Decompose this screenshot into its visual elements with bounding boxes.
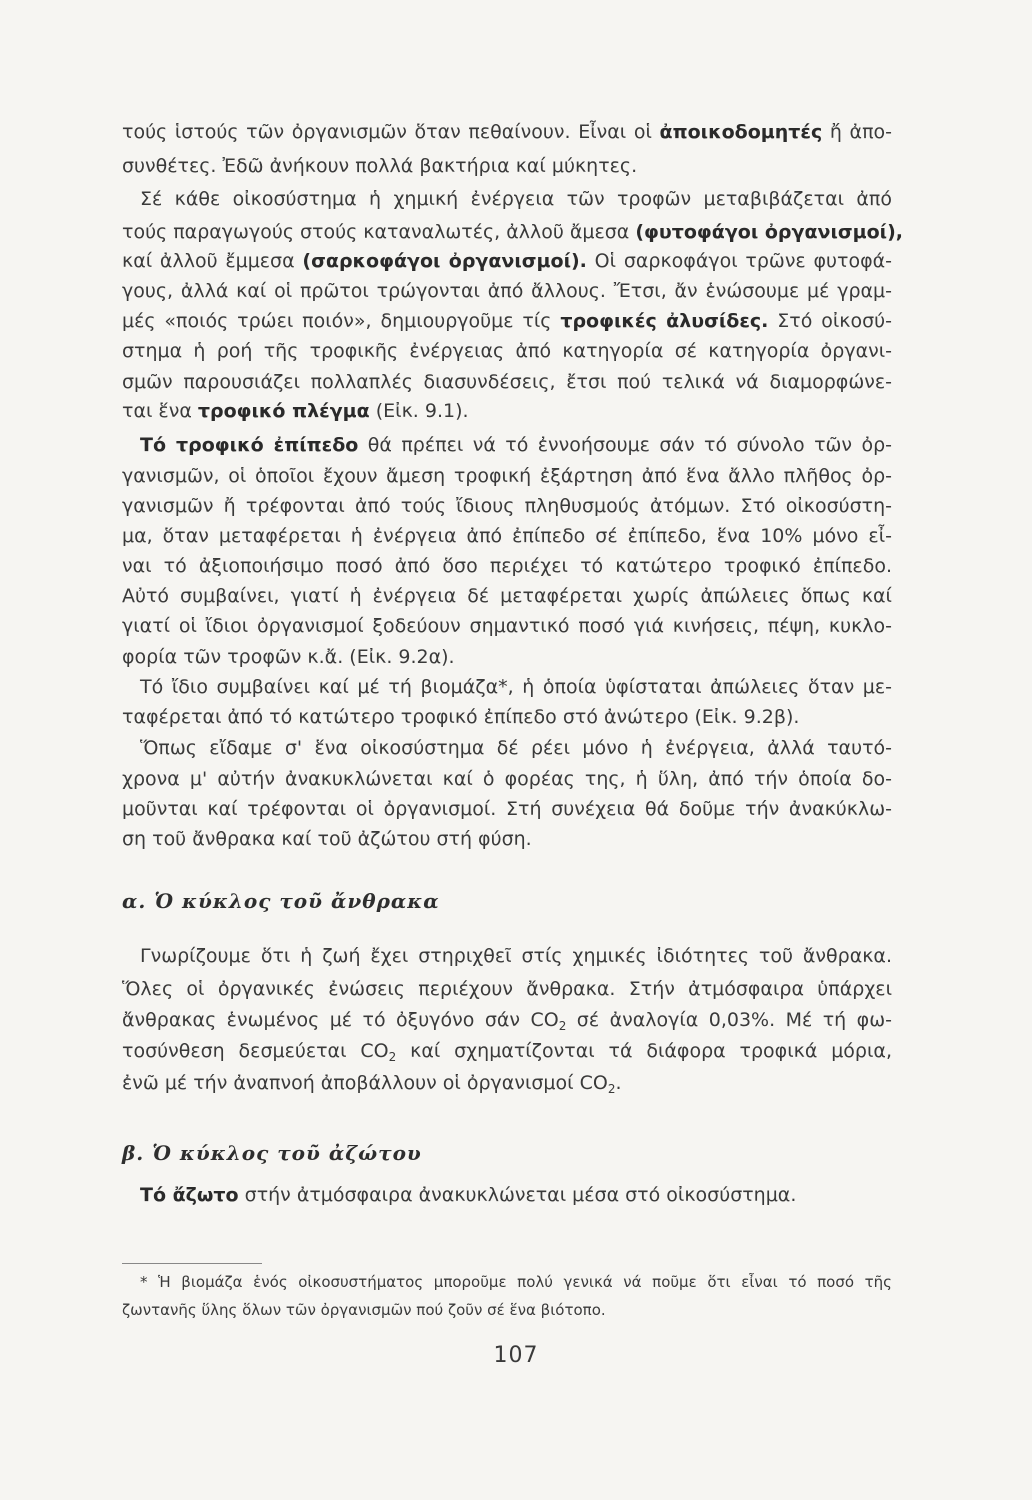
lines-line <box>122 551 892 581</box>
lines-line <box>140 672 892 702</box>
text-segment: ἄνθρακας ἑνωμένος μέ τό ὀξυγόνο σάν CO <box>122 1009 559 1031</box>
lines-line <box>122 217 903 247</box>
carbon_lines-line <box>122 1036 892 1066</box>
nitrogen-text-rest: στήν ἀτμόσφαιρα ἀνακυκλώνεται μέσα στό οἰκοσύστημα. <box>238 1184 797 1206</box>
lines-line <box>122 611 892 641</box>
text-segment: ται ἕνα <box>122 400 198 422</box>
bold-term: τροφικές ἀλυσίδες. <box>560 310 769 332</box>
text-segment: συνθέτες. Ἐδῶ ἀνήκουν πολλά βακτήρια καί μύκητες. <box>122 155 638 177</box>
footnote-line-2: ζωντανῆς ὕλης ὅλων τῶν ὀργανισμῶν πού ζοῦν σέ ἕνα βιότοπο. <box>122 1301 606 1319</box>
lines-line <box>140 733 892 763</box>
heading-nitrogen-cycle: β. Ὁ κύκλος τοῦ ἀζώτου <box>122 1141 422 1165</box>
lines-line <box>122 151 892 181</box>
text-segment: ἐνῶ μέ τήν ἀναπνοή ἀποβάλλουν οἱ ὀργανισμοί CO <box>122 1072 608 1094</box>
carbon_lines-line <box>122 1005 892 1035</box>
nitrogen-term: Τό ἄζωτο <box>140 1184 239 1206</box>
subscript: 2 <box>607 1082 616 1096</box>
text-segment: Στό οἰκοσύ- <box>768 310 892 332</box>
lines-line <box>122 764 892 794</box>
lines-line <box>122 794 892 824</box>
text-segment: Τό ἴδιο συμβαίνει καί μέ τή βιομάζα*, ἡ ὁποία ὑφίσταται ἀπώλειες ὅταν με- <box>140 676 892 698</box>
text-segment: τοσύνθεση δεσμεύεται CO <box>122 1040 389 1062</box>
text-segment: φορία τῶν τροφῶν κ.ἄ. (Εἰκ. 9.2α). <box>122 646 455 668</box>
lines-line <box>140 430 892 460</box>
carbon_lines-line <box>140 941 892 971</box>
lines-line <box>122 396 892 426</box>
text-segment: Σέ κάθε οἰκοσύστημα ἡ χημική ἐνέργεια τῶν τροφῶν μεταβιβάζεται ἀπό <box>140 188 892 210</box>
text-segment: γους, ἀλλά καί οἱ πρῶτοι τρώγονται ἀπό ἄλλους. Ἔτσι, ἄν ἑνώσουμε μέ γραμ- <box>122 280 892 302</box>
text-segment: ναι τό ἀξιοποιήσιμο ποσό ἀπό ὅσο περιέχει τό κατώτερο τροφικό ἐπίπεδο. <box>122 555 892 577</box>
text-segment: ἤ ἀπο- <box>822 121 892 143</box>
lines-line <box>122 521 892 551</box>
bold-term: (φυτοφάγοι ὀργανισμοί), <box>635 221 903 243</box>
lines-line <box>122 117 892 147</box>
lines-line <box>122 491 892 521</box>
text-segment: γιατί οἱ ἴδιοι ὀργανισμοί ξοδεύουν σημαντικό ποσό γιά κινήσεις, πέψη, κυκλο- <box>122 615 892 637</box>
text-segment: μές «ποιός τρώει ποιόν», δημιουργοῦμε τίς <box>122 310 561 332</box>
text-segment: μα, ὅταν μεταφέρεται ἡ ἐνέργεια ἀπό ἐπίπεδο σέ ἐπίπεδο, ἕνα 10% μόνο εἶ- <box>122 525 892 547</box>
nitrogen-text <box>140 1180 892 1210</box>
bold-term: ἀποικοδομητές <box>659 121 823 143</box>
text-segment: τούς ἱστούς τῶν ὀργανισμῶν ὅταν πεθαίνουν. Εἶναι οἱ <box>122 121 660 143</box>
carbon_lines-line <box>122 974 892 1004</box>
text-segment: μοῦνται καί τρέφονται οἱ ὀργανισμοί. Στή συνέχεια θά δοῦμε τήν ἀνακύκλω- <box>122 798 892 820</box>
bold-term: τροφικό πλέγμα <box>197 400 370 422</box>
lines-line <box>122 642 892 672</box>
text-segment: χρονα μ' αὐτήν ἀνακυκλώνεται καί ὁ φορέας της, ἡ ὕλη, ἀπό τήν ὁποία δο- <box>122 768 892 790</box>
footnote-divider <box>122 1263 262 1264</box>
footnote-line-1: * Ἡ βιομάζα ἑνός οἰκοσυστήματος μποροῦμε πολύ γενικά νά ποῦμε ὅτι εἶναι τό ποσό τῆς <box>140 1273 892 1291</box>
subscript: 2 <box>388 1050 397 1064</box>
text-segment: Οἱ σαρκοφάγοι τρῶνε φυτοφά- <box>586 250 892 272</box>
text-segment: καί σχηματίζονται τά διάφορα τροφικά μόρια, <box>396 1040 892 1062</box>
text-segment: Ὅπως εἴδαμε σ' ἕνα οἰκοσύστημα δέ ρέει μόνο ἡ ἐνέργεια, ἀλλά ταυτό- <box>140 737 892 759</box>
text-segment: ση τοῦ ἄνθρακα καί τοῦ ἀζώτου στή φύση. <box>122 828 532 850</box>
text-segment: Γνωρίζουμε ὅτι ἡ ζωή ἔχει στηριχθεῖ στίς χημικές ἰδιότητες τοῦ ἄνθρακα. <box>140 945 892 967</box>
text-segment: γανισμῶν ἤ τρέφονται ἀπό τούς ἴδιους πληθυσμούς ἀτόμων. Στό οἰκοσύστη- <box>122 495 892 517</box>
lines-line <box>122 461 892 491</box>
heading-carbon-cycle: α. Ὁ κύκλος τοῦ ἄνθρακα <box>122 889 440 913</box>
text-segment: σμῶν παρουσιάζει πολλαπλές διασυνδέσεις, ἔτσι πού τελικά νά διαμορφώνε- <box>122 371 892 393</box>
page-number: 107 <box>493 1343 539 1368</box>
text-segment: ταφέρεται ἀπό τό κατώτερο τροφικό ἐπίπεδο στό ἀνώτερο (Εἰκ. 9.2β). <box>122 706 800 728</box>
carbon_lines-line <box>122 1068 892 1098</box>
lines-line <box>140 184 892 214</box>
text-segment: Ὅλες οἱ ὀργανικές ἐνώσεις περιέχουν ἄνθρακα. Στήν ἀτμόσφαιρα ὑπάρχει <box>122 978 892 1000</box>
text-segment: στημα ἡ ροή τῆς τροφικῆς ἐνέργειας ἀπό κατηγορία σέ κατηγορία ὀργανι- <box>122 340 892 362</box>
text-segment: καί ἀλλοῦ ἔμμεσα <box>122 250 303 272</box>
lines-line <box>122 367 892 397</box>
lines-line <box>122 581 892 611</box>
lines-line <box>122 336 892 366</box>
lines-line <box>122 276 892 306</box>
text-segment: τούς παραγωγούς στούς καταναλωτές, ἀλλοῦ ἄμεσα <box>122 221 636 243</box>
subscript: 2 <box>558 1019 567 1033</box>
bold-term: (σαρκοφάγοι ὀργανισμοί). <box>302 250 587 272</box>
text-segment: Αὐτό συμβαίνει, γιατί ἡ ἐνέργεια δέ μεταφέρεται χωρίς ἀπώλειες ὅπως καί <box>122 585 892 607</box>
lines-line <box>122 824 892 854</box>
lines-line <box>122 702 892 732</box>
lines-line <box>122 246 892 276</box>
bold-term: Τό τροφικό ἐπίπεδο <box>140 434 359 456</box>
text-segment: θά πρέπει νά τό ἐννοήσουμε σάν τό σύνολο τῶν ὀρ- <box>358 434 893 456</box>
text-segment: . <box>615 1072 622 1094</box>
lines-line <box>122 306 892 336</box>
text-segment: (Εἰκ. 9.1). <box>369 400 469 422</box>
text-segment: γανισμῶν, οἱ ὁποῖοι ἔχουν ἄμεση τροφική ἐξάρτηση ἀπό ἕνα ἄλλο πλῆθος ὀρ- <box>122 465 892 487</box>
text-segment: σέ ἀναλογία 0,03%. Μέ τή φω- <box>566 1009 892 1031</box>
